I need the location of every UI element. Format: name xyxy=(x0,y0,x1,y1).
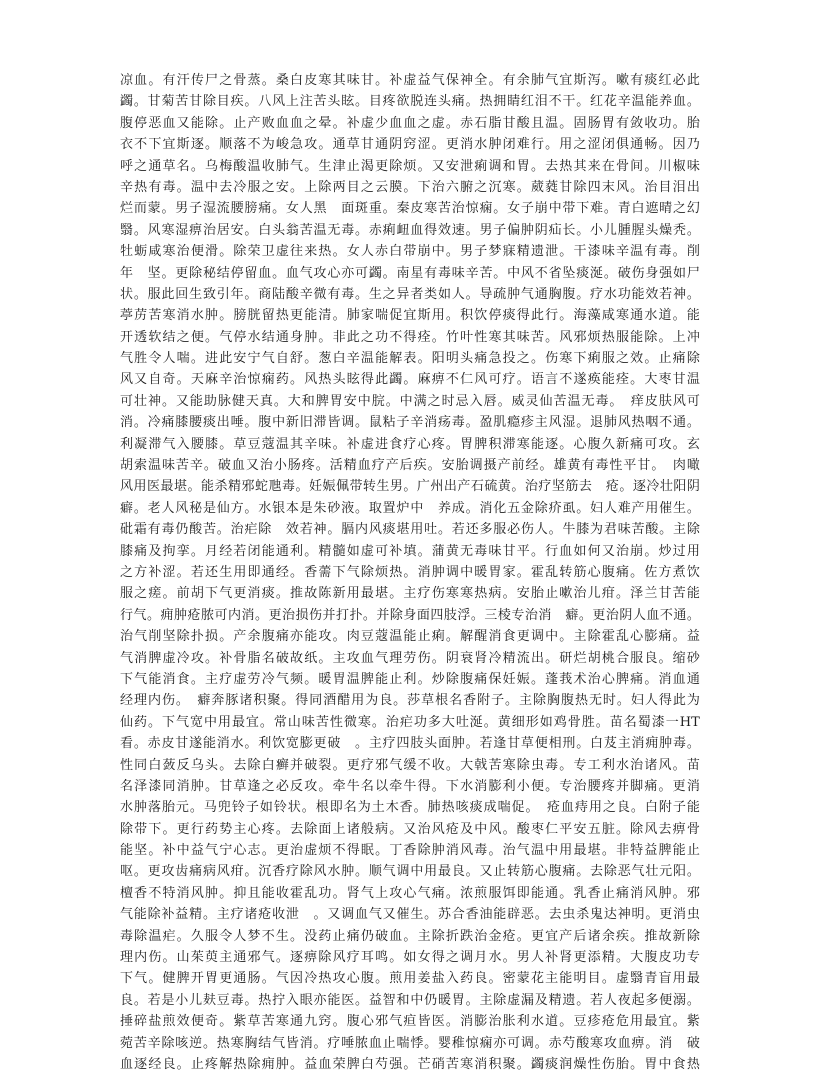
text-line: 衣不下宜斯逐。顺落不为峻急攻。通草甘通阴窍涩。更消水肿闭难行。用之涩闭俱通畅。因乃 xyxy=(120,137,700,153)
text-line: 之方补涩。若还生用即通经。香薷下气除烦热。消肿调中暖胃家。霍乱转筋心腹痛。佐方煮饮 xyxy=(120,564,700,580)
text-line: 风又自奇。天麻辛治惊痫药。风热头眩得此蠲。麻痹不仁风可疗。语言不遂痪能痊。大枣甘温 xyxy=(120,372,700,388)
text-line: 气消脾虚冷攻。补骨脂名破故纸。主攻血气理劳伤。阴衰肾冷精流出。研烂胡桃合服良。缩砂 xyxy=(120,650,700,666)
text-line: 烂而蒙。男子湿流腰膀痛。女人黑 面斑重。秦皮寒苦治惊痫。女子崩中带下难。青白遮晴之幻 xyxy=(120,201,700,217)
text-line: 利凝滞气入腰膝。草豆蔻温其辛味。补虚进食疗心疼。胃脾积滞寒能逐。心腹久新痛可攻。玄 xyxy=(120,436,700,452)
text-line: 开透软结之便。气停水结通身肿。非此之功不得痊。竹叶性寒其味苦。风邪烦热服能除。上冲 xyxy=(120,329,700,345)
text-line: 檀香不特消风肿。抑且能收霍乱功。肾气上攻心气痛。浓煎服饵即能通。乳香止痛消风肿。邪 xyxy=(120,885,700,901)
text-line: 胡索温味苦辛。破血又治小肠疼。活精血疗产后疾。安胎调摄产前经。雄黄有毒性平甘。 肉噉 xyxy=(120,458,700,474)
text-line: 辛热有毒。温中去冷服之安。上除两目之云膜。下治六腑之沉寒。葳蕤甘除四末风。治目泪出 xyxy=(120,179,700,195)
text-line: 捶碎盐煎效便奇。紫草苦寒通九窍。腹心邪气疸皆医。消膨治胀利水道。豆疹疮危用最宜。紫 xyxy=(120,1014,700,1030)
text-line: 名泽漆同消肿。甘草逢之必反攻。牵牛名以牵牛得。下水消膨利小便。专治腰疼并脚痛。更消 xyxy=(120,778,700,794)
text-line: 除带下。更行药势主心疼。去除面上诸般病。又治风疮及中风。酸枣仁平安五脏。除风去痹骨 xyxy=(120,821,700,837)
text-line: 经理内伤。 癖奔豚诸积聚。得同酒醋用为良。莎草根名香附子。主除胸腹热无时。妇人得此为 xyxy=(120,693,700,709)
text-line: 蠲。甘菊苦甘除目疾。八风上注苦头眩。目疼欲脱连头痛。热拥睛红泪不干。红花辛温能养血。 xyxy=(120,94,700,110)
text-line: 毒除温疟。久服令人梦不生。没药止痛仍破血。主除折跌治金疮。更宜产后诸余疾。推故新除 xyxy=(120,928,700,944)
text-line: 良。若是小儿麸豆毒。热拧入眼亦能医。益智和中仍暖胃。主除虚漏及精遗。若人夜起多便溺。 xyxy=(120,992,700,1008)
text-line: 膝痛及拘挛。月经若闭能通利。精髓如虚可补填。蒲黄无毒味甘平。行血如何又治崩。炒过用 xyxy=(120,543,700,559)
text-line: 仙药。下气宽中用最宜。常山味苦性微寒。治疟功多大吐涎。黄细形如鸡骨胜。苗名蜀漆一HT xyxy=(120,714,700,730)
text-line: 风用医最堪。能杀精邪蛇虺毒。妊娠佩带转生男。广州出产石硫黄。治疗坚筋去 疮。逐冷壮阳阴 xyxy=(120,479,700,495)
text-line: 下气。健脾开胃更通肠。气因冷热攻心腹。煎用姜盐入药良。密蒙花主能明目。虚翳青盲用最 xyxy=(120,971,700,987)
text-line: 葶苈苦寒消水肿。膀胱留热更能清。肺家喘促宜斯用。积饮停痰得此行。海藻咸寒通水道。能 xyxy=(120,308,700,324)
text-line: 状。服此回生致引年。商陆酸辛微有毒。生之异者类如人。导疏肿气通胸腹。疗水功能效若神。 xyxy=(120,286,700,302)
text-line: 消。冷痛膝腰痰出唾。腹中新旧滞皆调。鼠粘子辛消疡毒。盈肌瘾疹主风湿。退肺风热咽不通。 xyxy=(120,415,700,431)
text-line: 治气削坚除扑损。产余腹痛亦能攻。肉豆蔻温能止痢。解醒消食更调中。主除霍乱心膨痛。益 xyxy=(120,629,700,645)
text-line: 可壮神。又能助脉健天真。大和脾胃安中脘。中满之时忌入唇。威灵仙苦温无毒。 痒皮肤风可 xyxy=(120,393,700,409)
text-line: 看。赤皮甘遂能消水。利饮宽膨更破 。主疗四肢头面肿。若逢甘草便相刑。白芨主消痈肿毒。 xyxy=(120,736,700,752)
text-line: 牡蛎咸寒治便滑。除荣卫虚往来热。女人赤白带崩中。男子梦寐精遗泄。干漆味辛温有毒。削 xyxy=(120,244,700,260)
text-line: 呼之通草名。乌梅酸温收肺气。生津止渴更除烦。又安泄痢调和胃。去热其来在骨间。川椒味 xyxy=(120,158,700,174)
text-line: 水肿落胎元。马兜铃子如铃状。根即名为土木香。肺热咳痰成喘促。 疮血痔用之良。白附子能 xyxy=(120,800,700,816)
body-text xyxy=(120,70,700,1075)
text-line: 能坚。补中益气宁心志。更治虚烦不得眠。丁香除肿消风毒。治气温中用最堪。非特益脾能止 xyxy=(120,843,700,859)
text-line: 气能除补益精。主疗诸疮收泄 。又调血气又催生。苏合香油能辟恶。去虫杀鬼达神明。更消虫 xyxy=(120,907,700,923)
text-line: 菀苦辛除咳逆。热寒胸结气皆消。疗唾脓血止喘悸。婴稚惊痫亦可调。赤芍酸寒攻血痹。消 破 xyxy=(120,1035,700,1051)
text-line: 理内伤。山茱萸主通邪气。逐痹除风疗耳鸣。如女得之调月水。男人补肾更添精。大腹皮功专 xyxy=(120,950,700,966)
text-line: 癖。老人风秘是仙方。水银本是朱砂液。取置炉中 养成。消化五金除疥虱。妇人难产用催生。 xyxy=(120,500,700,516)
text-line: 血逐经良。止疼解热除痈肿。益血荣脾白芍强。芒硝苦寒消积聚。蠲痰润燥性伤胎。胃中食热 xyxy=(120,1056,700,1072)
text-line: 年 坚。更除秘结停留血。血气攻心亦可蠲。南星有毒味辛苦。中风不省坠痰涎。破伤身强如尸 xyxy=(120,265,700,281)
text-line: 行气。痈肿疮脓可内消。更治损伤并打扑。并除身面四肢浮。三棱专治消 癖。更治阴人血不通。 xyxy=(120,607,700,623)
text-line: 服之瘥。前胡下气更消痰。推故陈新用最堪。主疗伤寒寒热病。安胎止嗽治儿疳。泽兰甘苦能 xyxy=(120,586,700,602)
text-line: 下气能消食。主疗虚劳冷气频。暖胃温脾能止利。炒除腹痛保妊娠。蓬莪术治心脾痛。消血通 xyxy=(120,671,700,687)
text-line: 性同白蔹反乌头。去除白癣并破裂。更疗邪气缓不收。大戟苦寒除虫毒。专工利水治诸风。苗 xyxy=(120,757,700,773)
text-line: 腹停恶血又能除。止产败血血之晕。补虚少血血之虚。赤石脂甘酸且温。固肠胃有敛收功。胎 xyxy=(120,115,700,131)
text-line: 翳。风寒湿痹治居安。白头翁苦温无毒。赤痢衄血得效速。男子偏肿阴疝长。小儿腫腥头燥秃。 xyxy=(120,222,700,238)
text-line: 凉血。有汗传尸之骨蒸。桑白皮寒其味甘。补虚益气保神全。有余肺气宜斯泻。嗽有痰红必此 xyxy=(120,73,700,88)
text-line: 砒霜有毒仍酸苦。治疟除 效若神。膈内风痰堪用吐。若还多服必伤人。牛膝为君味苦酸。主除 xyxy=(120,522,700,538)
text-line: 呕。更攻齿痛病风疳。沉香疗除风水肿。顺气调中用最良。又止转筋心腹痛。去除恶气壮元阳。 xyxy=(120,864,700,880)
text-line: 气胜令人喘。进此安宁气自舒。葱白辛温能解表。阳明头痛急投之。伤寒下痢服之效。止痛除 xyxy=(120,351,700,367)
